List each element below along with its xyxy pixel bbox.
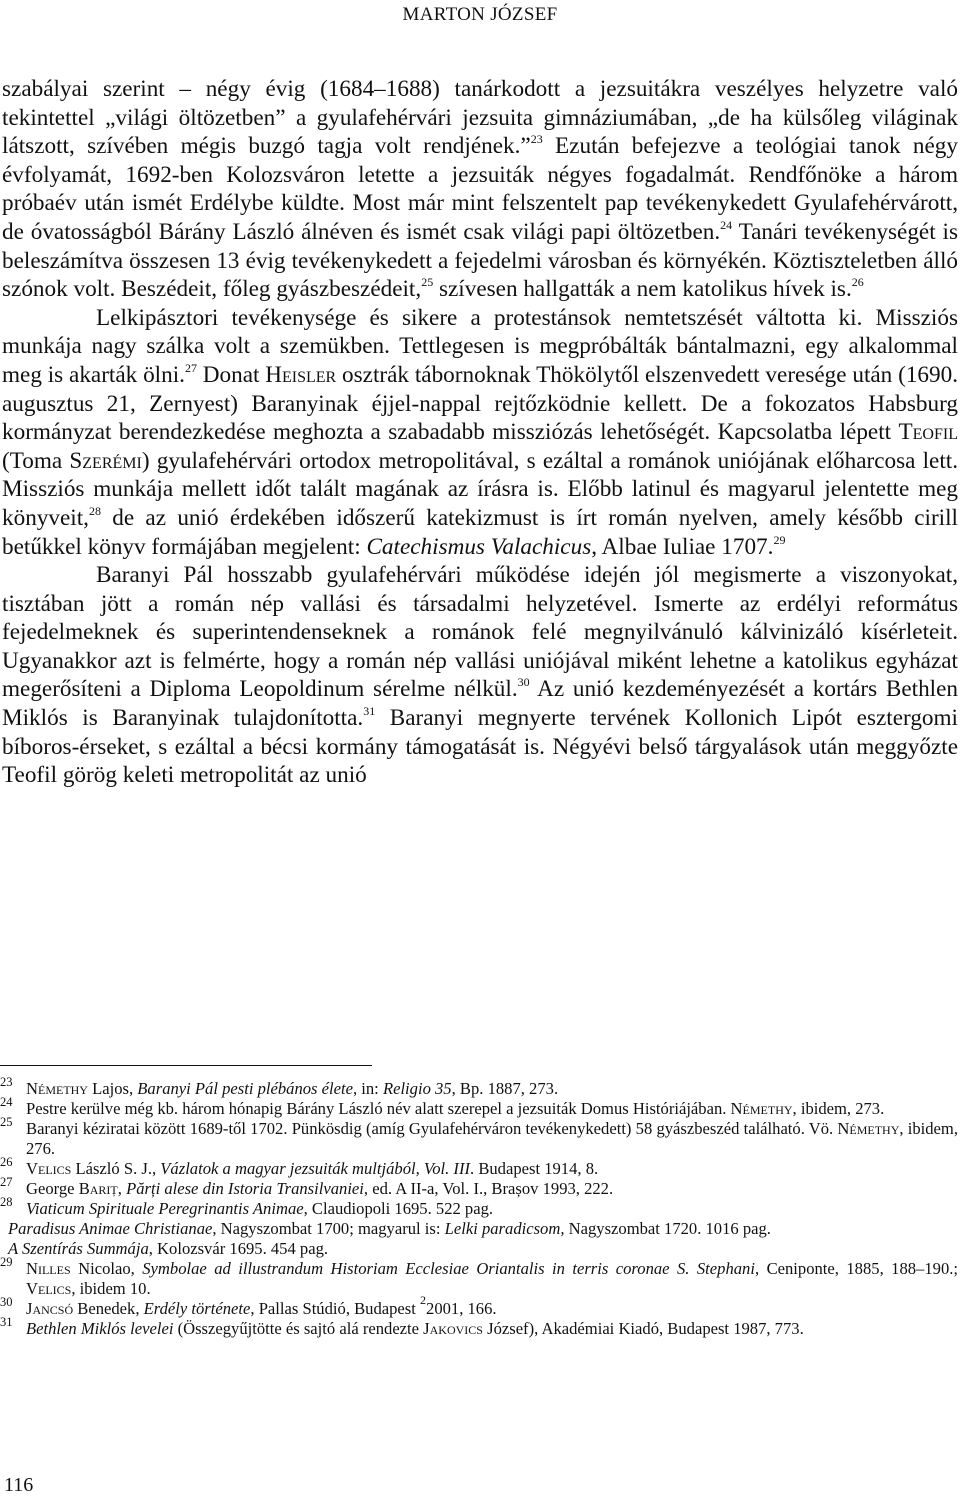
- footnote-ref-24[interactable]: 24: [720, 217, 733, 232]
- footnote-ref-27[interactable]: 27: [184, 360, 197, 375]
- footnote-28: 28 Viaticum Spirituale Peregrinantis Animae, Claudiopoli 1695. 522 pag.: [0, 1195, 494, 1218]
- footnote-26: 26 Velics László S. J., Vázlatok a magyar jezsuiták multjából, Vol. III. Budapest 1914, 8.: [0, 1155, 599, 1178]
- page-number: 116: [4, 1474, 34, 1496]
- name-teofil: Teofil: [898, 419, 958, 446]
- footnote-ref-25[interactable]: 25: [421, 275, 434, 290]
- footnote-30: 30 Jancsó Benedek, Erdély története, Pallas Stúdió, Budapest $^2$2001, 166.: [0, 1293, 497, 1318]
- footnote-ref-31[interactable]: 31: [363, 704, 376, 719]
- footnote-ref-23[interactable]: 23: [530, 132, 543, 147]
- footnote-ref-26[interactable]: 26: [851, 275, 864, 290]
- footnote-23: 23 Némethy Lajos, Baranyi Pál pesti plébános élete, in: Religio 35, Bp. 1887, 273.: [0, 1075, 559, 1098]
- footnote-31: 31 Bethlen Miklós levelei (Összegyűjtötte és sajtó alá rendezte Jakovics József), Akadémiai Kiadó, Budapest 1987, 773.: [0, 1315, 804, 1338]
- footnote-29: 29 Nilles Nicolao, Symbolae ad illustrandum Historiam Ecclesiae Oriantalis in terris coronae S. Stephani, Ceniponte, 1885, 188–190.; Velics, ibidem 10.: [0, 1255, 959, 1298]
- name-heisler: Heisler: [265, 361, 337, 388]
- name-szeremi: Szerémi: [69, 447, 142, 474]
- footnote-28-item-2: Paradisus Animae Christianae, Nagyszombat 1700; magyarul is: Lelki paradicsom, Nagyszombat 1720. 1016 pag.: [8, 1219, 771, 1238]
- paragraph-3: Baranyi Pál hosszabb gyulafehérvári működése idején jól megismerte a viszonyokat, tisztában jött a román nép vallási és társadalmi helyzetével. Ismerte az erdélyi református fejedelmeknek és superintendenseknek a románok felé megnyilvánuló kálvinizáló kísérleteit. Ugyanakkor azt is felmérte, hogy a román nép vallási uniójával miként lehetne a katolikus egyházat megerősíteni a Diploma Leopoldinum sérelme nélkül.$^{30}$ Az unió kezdeményezését a kortárs Bethlen Miklós is Baranyinak tulajdonította.$^{31}$ Baranyi megnyerte tervének Kollonich Lipót esztergomi bíboros-érseket, s ezáltal a bécsi kormány támogatását is. Négyévi belső tárgyalások után meggyőzte Teofil görög keleti metropolitát az unió: [2, 562, 958, 789]
- footnote-24: 24 Pestre kerülve még kb. három hónapig Bárány László név alatt szerepel a jezsuiták Domus Históriájában. Némethy, ibidem, 273.: [0, 1095, 885, 1118]
- footnote-27: 27 George Bariț, Părți alese din Istoria Transilvaniei, ed. A II-a, Vol. I., Brașov 1993, 222.: [0, 1175, 614, 1198]
- footnote-28-item-3: A Szentírás Summája, Kolozsvár 1695. 454 pag.: [8, 1239, 329, 1258]
- running-head: MARTON JÓZSEF: [402, 4, 558, 25]
- footnote-ref-29[interactable]: 29: [773, 532, 786, 547]
- footnotes: [0, 1075, 959, 1339]
- paragraph-2: Lelkipásztori tevékenysége és sikere a protestánsok nemtetszését váltotta ki. Missziós munkája nagy szálka volt a szemükben. Tettlegesen is megpróbálták bántalmazni, egy alkalommal meg is akarták ölni.$^{27}$ Donat Heisler osztrák tábornoknak Thökölytől elszenvedett veresége után (1690. augusztus 21, Zernyest) Baranyinak éjjel-nappal rejtőzködnie kellett. De a fokozatos Habsburg kormányzat berendezkedése meghozta a szabadabb missziózás lehetőségét. Kapcsolatba lépett Teofil (Toma Szerémi) gyulafehérvári ortodox metropolitával, s ezáltal a románok uniójának előharcosa lett. Missziós munkája mellett időt talált magának az írásra is. Előbb latinul és magyarul jelentette meg könyveit,$^{28}$ de az unió érdekében időszerű katekizmust is írt román nyelven, amely később cirill betűkkel könyv formájában megjelent: Catechismus Valachicus, Albae Iuliae 1707.29: [2, 304, 959, 560]
- paragraph-1: szabályai szerint – négy évig (1684–1688) tanárkodott a jezsuitákra veszélyes helyzetre való tekintettel „világi öltözetben” a gyulafehérvári jezsuita gimnáziumában, „de ha külsőleg világinak látszott, szívében mégis buzgó tagja volt rendjének.”$^{23}$ Ezután befejezve a teológiai tanok négy évfolyamát, 1692-ben Kolozsváron letette a jezsuiták négyes fogadalmát. Rendfőnöke a három próbaév után ismét Erdélybe küldte. Most már mint felszentelt pap tevékenykedett Gyulafehérvárott, de óvatosságból Bárány László álnéven és ismét csak világi papi öltözetben.$^{24}$ Tanári tevékenységét is beleszámítva összesen 13 évig tevékenykedett a fejedelmi városban és környékén. Köztiszteletben álló szónok volt. Beszédeit, főleg gyászbeszédeit,$^{25}$ szívesen hallgatták a nem katolikus hívek is.$^{26}$: [2, 76, 958, 303]
- footnote-ref-28[interactable]: 28: [88, 503, 101, 518]
- footnote-ref-30[interactable]: 30: [517, 675, 530, 690]
- book-title: Catechismus Valachicus: [366, 533, 592, 560]
- main-text: [2, 75, 958, 790]
- footnote-separator: [0, 1065, 372, 1066]
- footnote-25: 25 Baranyi kéziratai között 1689-től 1702. Pünkösdig (amíg Gyulafehérváron tevékenykedett) 58 gyászbeszéd található. Vö. Némethy, ibidem, 276.: [0, 1115, 958, 1158]
